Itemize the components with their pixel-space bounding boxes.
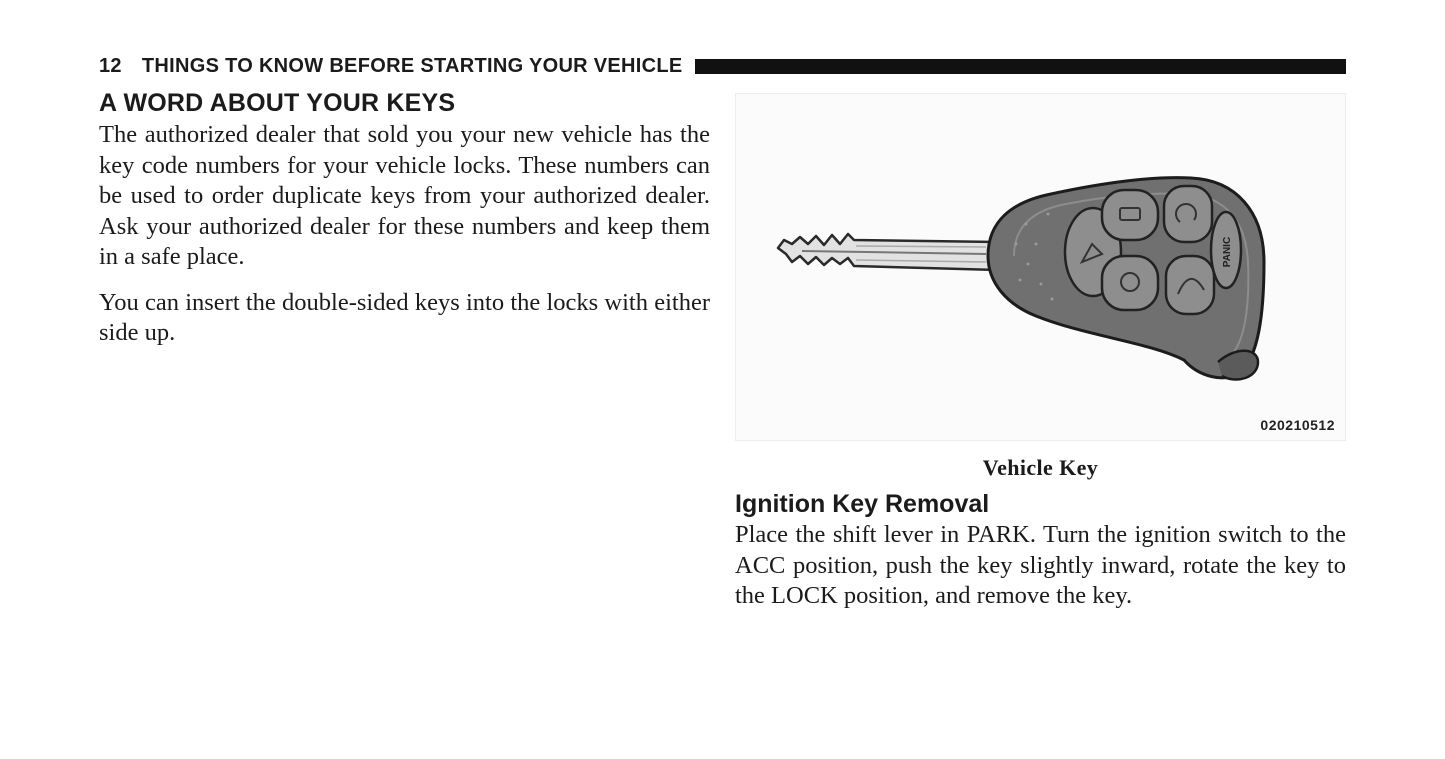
running-title: THINGS TO KNOW BEFORE STARTING YOUR VEHICLE bbox=[141, 54, 683, 77]
remote-start-button bbox=[1102, 256, 1158, 310]
vehicle-key-figure bbox=[735, 93, 1346, 441]
figure-caption: Vehicle Key bbox=[982, 455, 1099, 480]
key-blade bbox=[778, 234, 1004, 270]
figure-image-code: 020210512 bbox=[1260, 417, 1335, 433]
paragraph-double-sided: You can insert the double-sided keys into the locks with either side up. bbox=[99, 288, 710, 346]
left-column bbox=[99, 88, 710, 349]
paragraph-ignition-removal: Place the shift lever in PARK. Turn the ignition switch to the ACC position, push the key slightly inward, rotate the key to the LOCK position, and remove the key. bbox=[735, 521, 1346, 609]
paragraph-key-codes: The authorized dealer that sold you your new vehicle has the key code numbers for your vehicle locks. These numbers can be used to order duplicate keys from your authorized dealer. Ask your authorized dealer for these numbers and keep them in a safe place. bbox=[99, 121, 710, 270]
right-column bbox=[735, 93, 1346, 612]
panic-label: PANIC bbox=[1222, 236, 1233, 268]
section-heading: A WORD ABOUT YOUR KEYS bbox=[99, 89, 456, 117]
vehicle-key-illustration bbox=[736, 94, 1347, 442]
subsection-heading: Ignition Key Removal bbox=[735, 490, 990, 518]
running-header bbox=[99, 52, 1346, 80]
unlock-button bbox=[1102, 190, 1158, 240]
page-number: 12 bbox=[99, 54, 122, 77]
header-rule bbox=[695, 59, 1346, 74]
trunk-button bbox=[1166, 256, 1214, 314]
liftgate-button bbox=[1164, 186, 1212, 242]
